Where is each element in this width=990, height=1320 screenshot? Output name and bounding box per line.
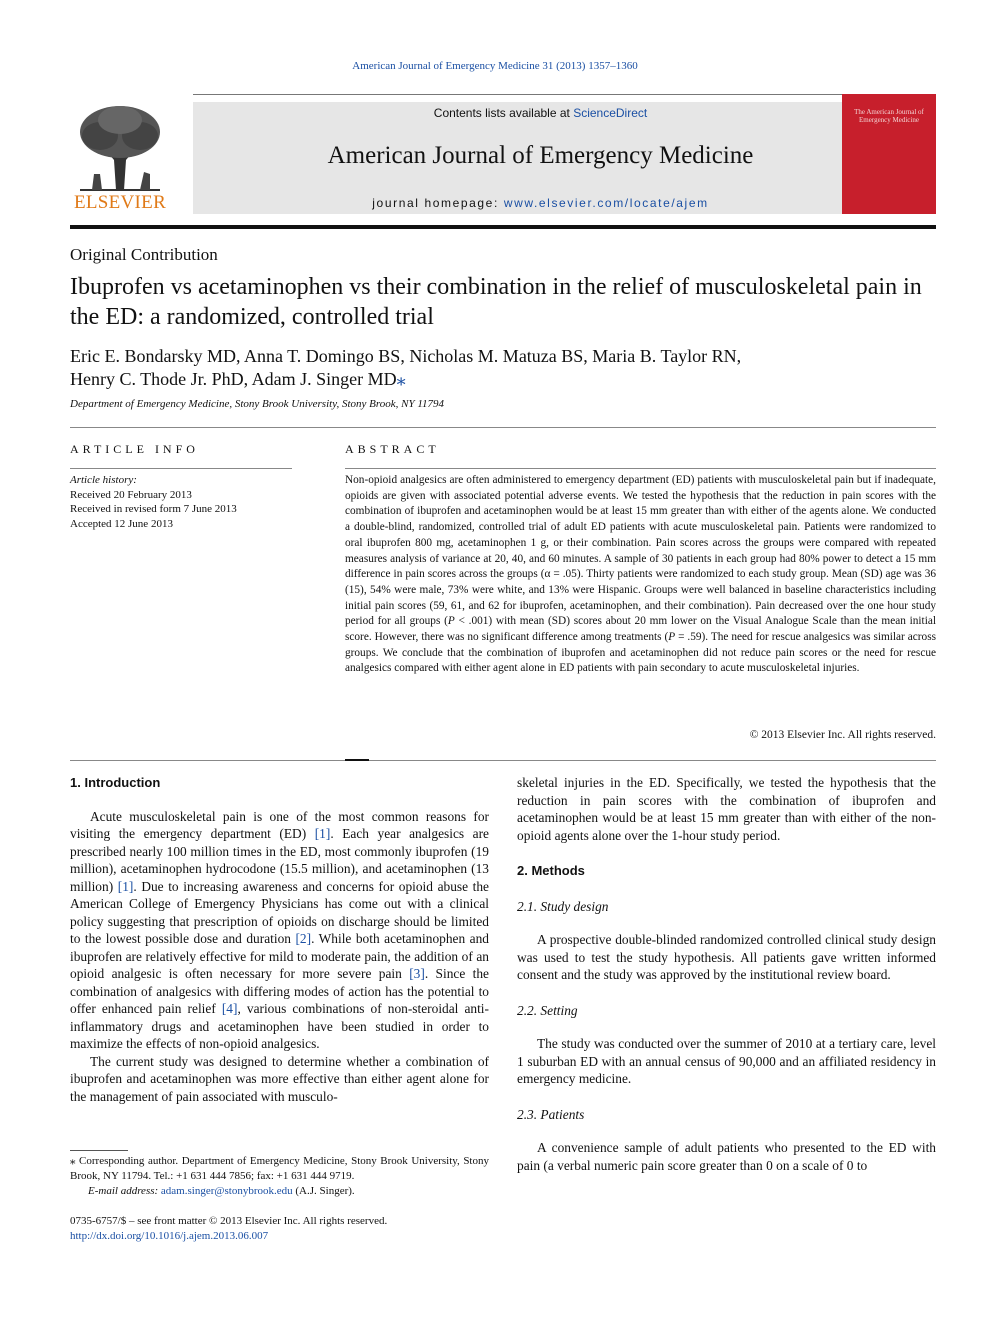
p-value-symbol: P: [668, 631, 676, 644]
intro-paragraph-2: The current study was designed to determine whether a combination of ibuprofen and acetaminophen was more effective than either agent alone for the management of pain associated with musculo-: [70, 1053, 489, 1104]
accepted-date: Accepted 12 June 2013: [70, 517, 173, 530]
publisher-logo[interactable]: [70, 102, 170, 214]
body-divider: [70, 760, 936, 761]
article-info-rule: [70, 468, 292, 469]
section-type: Original Contribution: [70, 245, 218, 264]
email-link[interactable]: adam.singer@stonybrook.edu: [160, 1185, 293, 1197]
reference-link[interactable]: [1]: [117, 878, 134, 894]
section-heading-introduction: 1. Introduction: [70, 775, 161, 790]
contents-line: [193, 106, 888, 120]
header-bottom-rule: [70, 225, 936, 229]
homepage-link[interactable]: www.elsevier.com/locate/ajem: [503, 196, 709, 210]
abstract-part-a: Non-opioid analgesics are often administered to emergency department (ED) patients with musculoskeletal pain but if inadequate, opioids are given with associated potential adverse events. We tested the hypothesis that the reduction in pain scores with the combination of ibuprofen and acetaminophen would be at least 15 mm greater than with either of the agents alone. We conducted a double-blind, randomized, controlled trial of adult ED patients with acute musculoskeletal pain. Patients were randomized to oral ibuprofen 800 mg, acetaminophen 1 g, or their combination. Pain scores across the groups were compared with repeated measures analysis of variance at 20, 40, and 60 minutes. A sample of 30 patients in each group had 80% power to detect a 15 mm difference in pain scores across the groups (α = .05). Thirty patients were randomized to each study group. Mean (SD) age was 36 (15), 54% were male, 73% were white, and 13% were Hispanic. Groups were well balanced in baseline characteristics including initial pain scores (59, 61, and 62 for ibuprofen, acetaminophen, and their combination). Pain decreased over the one hour study period for all groups (: [345, 474, 936, 628]
text-run: . Each year analgesics are prescribed nearly 100 million times in the ED, most commonly ibuprofen (19 million), acetaminophen hydrocodone (15.5 million), and acetaminophen (13 million): [70, 826, 489, 894]
issn-block: [70, 1214, 387, 1244]
body-divider-mark: [345, 759, 369, 761]
article-history: [70, 473, 292, 531]
corresponding-author-mark[interactable]: ⁎: [396, 369, 406, 389]
corresponding-footnote: [70, 1154, 489, 1199]
article-title: Ibuprofen vs acetaminophen vs their combination in the relief of musculoskeletal pain in the ED: a randomized, controlled trial: [70, 274, 922, 330]
email-line: [70, 1184, 489, 1199]
reference-link[interactable]: [4]: [221, 1001, 238, 1016]
text-run: . Since the combination of analgesics with differing modes of action has the potential to offer enhanced pain relief: [70, 966, 489, 1016]
history-label: Article history:: [70, 474, 137, 486]
authors-line-2: [70, 368, 936, 391]
email-suffix: (A.J. Singer).: [292, 1185, 355, 1197]
email-label: E-mail address:: [88, 1185, 161, 1197]
intro-paragraph-2-continued: skeletal injuries in the ED. Specifically, we tested the hypothesis that the reduction in pain scores with the combination of ibuprofen and acetaminophen would be at least 15 mm greater than with either of the non-opioid agents alone over the 1-hour study period.: [517, 775, 936, 843]
cover-title: The American Journal of Emergency Medicine: [854, 108, 924, 124]
received-date: Received 20 February 2013: [70, 488, 192, 501]
journal-banner: [193, 102, 888, 214]
text-run: , various combinations of non-steroidal anti-inflammatory drugs and acetaminophen have been studied in order to maximize the effects of non-opioid analgesics.: [70, 1001, 489, 1051]
revised-date: Received in revised form 7 June 2013: [70, 503, 237, 515]
body-column-right: [517, 774, 936, 1174]
text-run: . While both acetaminophen and ibuprofen are relatively effective for mild to moderate pain, the addition of an opioid analgesic is often necessary for more severe pain: [70, 931, 489, 981]
section-heading-methods: 2. Methods: [517, 863, 585, 878]
subsection-heading-patients: 2.3. Patients: [517, 1106, 585, 1122]
authors-line-1: Eric E. Bondarsky MD, Anna T. Domingo BS, Nicholas M. Matuza BS, Maria B. Taylor RN,: [70, 346, 742, 366]
journal-header: [70, 94, 936, 220]
tree-logo-icon: [70, 102, 170, 194]
subsection-heading-setting: 2.2. Setting: [517, 1002, 578, 1018]
abstract-heading: ABSTRACT: [345, 442, 440, 456]
patients-paragraph: A convenience sample of adult patients who presented to the ED with pain (a verbal numeric pain score greater than 0 on a scale of 0 to: [517, 1140, 936, 1173]
corresponding-author-note: ⁎ Corresponding author. Department of Emergency Medicine, Stony Brook University, Stony Brook, NY 11794. Tel.: +1 631 444 7856; fax: +1 631 444 9719.: [70, 1155, 489, 1182]
issn-line: 0735-6757/$ – see front matter © 2013 Elsevier Inc. All rights reserved.: [70, 1215, 388, 1227]
body-column-left: [70, 774, 489, 1105]
homepage-line: [193, 196, 888, 210]
abstract-part-c: = .59). The need for rescue analgesics was similar across groups. We conclude that the combination of ibuprofen and acetaminophen did not reduce pain scores or the need for rescue analgesics compared with either agent alone in ED patients with pain secondary to acute musculoskeletal injuries.: [345, 631, 936, 675]
footnote-rule: [70, 1150, 128, 1151]
abstract-text: [345, 473, 936, 677]
author-list: [70, 345, 936, 391]
subsection-heading-design: 2.1. Study design: [517, 898, 609, 914]
abstract-rule: [345, 468, 936, 469]
contents-prefix: Contents lists available at: [433, 106, 574, 120]
design-paragraph: A prospective double-blinded randomized controlled clinical study design was used to test the study hypothesis. All patients gave written informed consent and the study was approved by the institutional review board.: [517, 932, 936, 982]
journal-citation[interactable]: American Journal of Emergency Medicine 31 (2013) 1357–1360: [352, 60, 638, 72]
homepage-prefix: journal homepage:: [372, 196, 504, 210]
article-info-heading: ARTICLE INFO: [70, 442, 199, 456]
text-run: . Due to increasing awareness and concerns for opioid abuse the American College of Emergency Physicians has come out with a clinical policy suggesting that prescription of opioids on discharge should be limited to the lowest possible dose and duration: [70, 878, 490, 946]
divider: [70, 427, 936, 428]
reference-link[interactable]: [2]: [295, 931, 312, 946]
abstract-copyright: © 2013 Elsevier Inc. All rights reserved.: [749, 729, 936, 741]
reference-link[interactable]: [1]: [314, 826, 331, 841]
header-top-rule: [193, 94, 888, 95]
reference-link[interactable]: [3]: [409, 966, 425, 981]
journal-name: American Journal of Emergency Medicine: [327, 142, 754, 169]
authors-line-2-text: Henry C. Thode Jr. PhD, Adam J. Singer MD: [70, 369, 397, 389]
p-value-symbol: P: [447, 615, 455, 628]
intro-paragraph-1: [70, 808, 489, 1053]
publisher-name: ELSEVIER: [73, 192, 167, 213]
affiliation: Department of Emergency Medicine, Stony Brook University, Stony Brook, NY 11794: [70, 398, 445, 410]
abstract-part-b: < .001) with mean (SD) scores about 20 mm lower on the Visual Analogue Scale than the mean initial score. However, there was no significant difference among treatments (: [345, 615, 936, 644]
doi-link[interactable]: http://dx.doi.org/10.1016/j.ajem.2013.06.007: [70, 1230, 269, 1242]
journal-cover[interactable]: [842, 94, 936, 214]
text-run: Acute musculoskeletal pain is one of the most common reasons for visiting the emergency department (ED): [70, 808, 489, 841]
setting-paragraph: The study was conducted over the summer of 2010 at a tertiary care, level 1 suburban ED with an annual census of 90,000 and an affiliated residency in emergency medicine.: [517, 1036, 936, 1086]
sciencedirect-link[interactable]: ScienceDirect: [573, 106, 648, 120]
